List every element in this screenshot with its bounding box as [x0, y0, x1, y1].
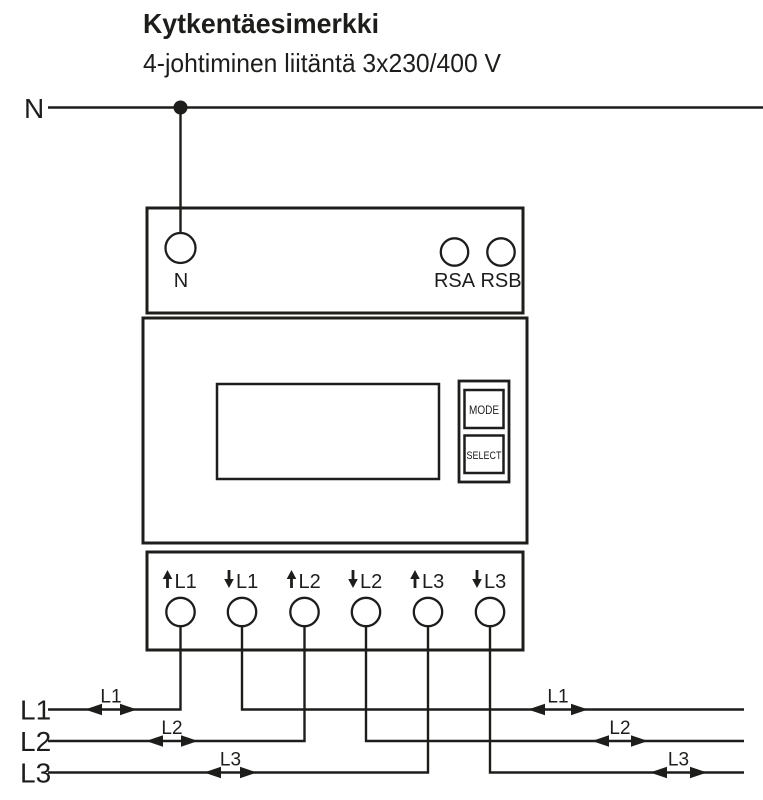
- arrow-right-icon: [240, 767, 257, 778]
- terminal-circle: [352, 598, 380, 626]
- down-arrow-icon: [472, 570, 482, 588]
- rsa-label: RSA: [433, 270, 476, 292]
- rsb-label: RSB: [480, 270, 522, 292]
- terminal-l1-in: [163, 570, 197, 626]
- meter-bottom-section: [147, 552, 523, 650]
- diagram-subtitle: 4-johtiminen liitäntä 3x230/400 V: [143, 48, 502, 78]
- terminals: [163, 570, 507, 626]
- phase-label-l3: L3: [20, 757, 52, 789]
- rsa-terminal-circle: [441, 238, 468, 265]
- wire-tag-l2-left: [146, 718, 198, 747]
- arrow-right-icon: [120, 704, 137, 715]
- up-arrow-icon: [410, 570, 420, 588]
- terminal-label: L3: [422, 571, 445, 593]
- wire-tag-l3-right: [650, 750, 707, 779]
- neutral-junction-dot: [174, 101, 188, 115]
- wire-tag-l1-right: [528, 687, 588, 716]
- down-arrow-icon: [224, 570, 234, 588]
- phase-label-l2: L2: [20, 726, 52, 757]
- lcd-display: [217, 384, 439, 479]
- terminal-circle: [476, 598, 504, 626]
- terminal-l2-in: [287, 570, 321, 626]
- arrow-left-icon: [204, 767, 221, 778]
- terminal-circle: [414, 598, 442, 626]
- mode-button-label: MODE: [469, 403, 499, 417]
- arrow-right-icon: [571, 704, 588, 715]
- arrow-right-icon: [181, 735, 198, 746]
- up-arrow-icon: [163, 570, 173, 588]
- wire-tag-label: L3: [667, 749, 690, 771]
- terminal-l3-out: [472, 570, 506, 626]
- wire-tag-label: L2: [161, 718, 183, 739]
- buttons-panel-frame: [459, 381, 509, 482]
- terminal-label: L2: [360, 571, 383, 593]
- meter-middle-section: [143, 318, 527, 543]
- neutral-wiring: [24, 93, 763, 234]
- neutral-label: N: [24, 93, 45, 124]
- terminal-l2-out: [348, 570, 382, 626]
- terminal-l3-in: [410, 570, 444, 626]
- meter: [143, 208, 527, 650]
- down-arrow-icon: [348, 570, 358, 588]
- terminal-circle: [290, 598, 318, 626]
- rsb-terminal-circle: [487, 238, 514, 265]
- arrow-right-icon: [690, 767, 707, 778]
- select-button-label: SELECT: [466, 450, 502, 462]
- header: [143, 8, 502, 78]
- terminal-l1-out: [224, 570, 258, 626]
- wire-tag-label: L2: [609, 718, 631, 739]
- arrow-left-icon: [592, 735, 609, 746]
- phase-label-l1: L1: [20, 694, 52, 726]
- wire-l3-right: [490, 626, 744, 773]
- wire-tag-label: L1: [547, 686, 569, 708]
- terminal-circle: [228, 598, 256, 626]
- wire-tag-label: L3: [219, 749, 242, 771]
- wire-l2-right: [366, 626, 744, 741]
- wire-tag-l2-right: [592, 718, 648, 747]
- terminal-label: L2: [298, 571, 321, 593]
- arrow-left-icon: [650, 767, 667, 778]
- wire-l1-right: [242, 626, 744, 710]
- terminal-circle: [166, 598, 194, 626]
- arrow-right-icon: [631, 735, 648, 746]
- n-terminal-circle: [166, 233, 196, 263]
- n-terminal-label: N: [173, 270, 189, 292]
- arrow-left-icon: [528, 704, 545, 715]
- diagram-title: Kytkentäesimerkki: [143, 8, 379, 39]
- wire-tag-label: L1: [100, 686, 122, 708]
- wire-tag-l1-left: [85, 687, 137, 716]
- terminal-label: L3: [484, 571, 507, 593]
- up-arrow-icon: [287, 570, 297, 588]
- wire-tag-l3-left: [204, 750, 257, 779]
- terminal-label: L1: [174, 571, 197, 593]
- terminal-label: L1: [236, 571, 259, 593]
- buttons-panel: [459, 381, 509, 482]
